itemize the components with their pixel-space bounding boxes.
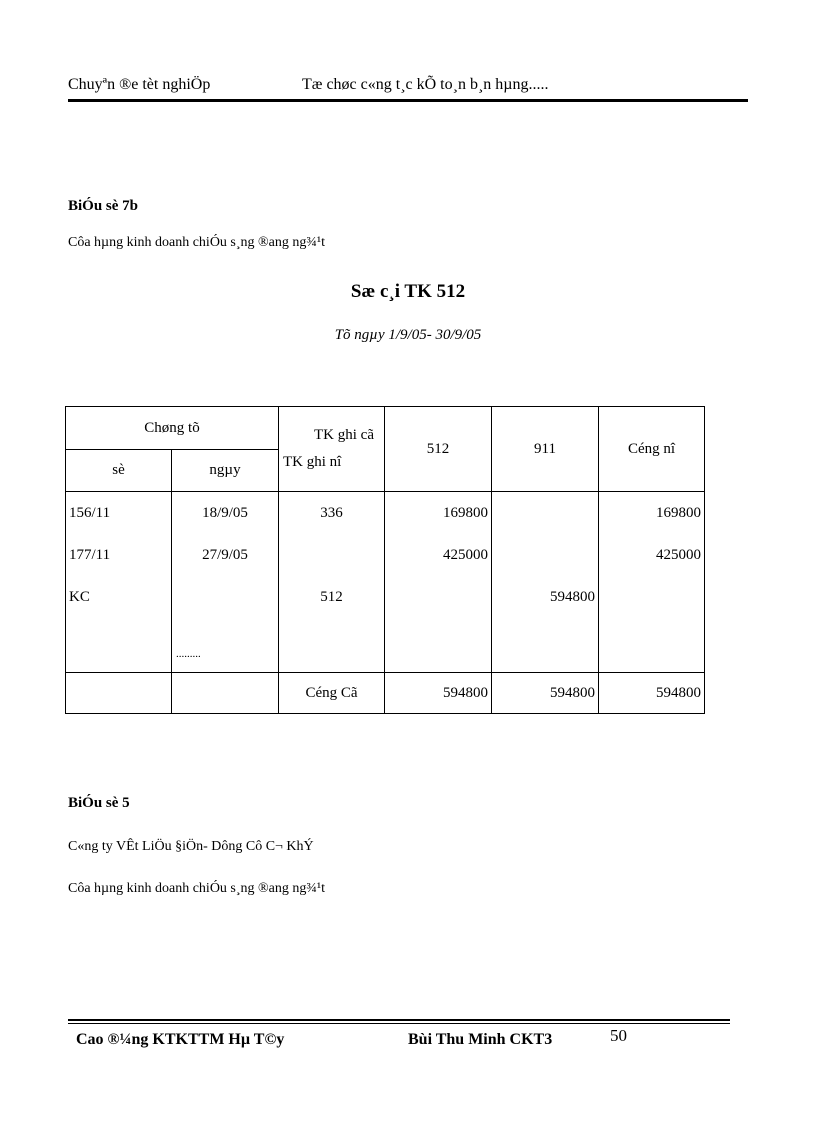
cell-911: [492, 534, 599, 576]
total-grand: 594800: [599, 673, 705, 714]
account-corner-header: [279, 407, 385, 492]
store-name: Côa hµng kinh doanh chiÓu s¸ng ®ang ng¾¹t: [68, 235, 325, 250]
store-name-2: Côa hµng kinh doanh chiÓu s¸ng ®ang ng¾¹t: [68, 881, 325, 896]
ledger-period: Tõ ngµy 1/9/05- 30/9/05: [334, 327, 482, 343]
cell-voucher-no: [66, 618, 172, 673]
form-number-5: BiÓu sè 5: [68, 795, 130, 811]
table-row: [66, 618, 705, 673]
voucher-no-header: sè: [66, 450, 172, 492]
cell-voucher-date: 27/9/05: [172, 534, 279, 576]
cell-voucher-date: [172, 576, 279, 618]
footer-rule-top: [68, 1019, 730, 1021]
total-row: [66, 673, 705, 714]
footer-rule-bottom: [68, 1023, 730, 1024]
cell-voucher-no: 177/11: [66, 534, 172, 576]
footer-author: Bùi Thu Minh CKT3: [408, 1031, 553, 1048]
debit-account-label: TK ghi nî: [283, 454, 342, 470]
cell-total: 169800: [599, 492, 705, 535]
col-total-header: Céng nî: [599, 407, 705, 492]
header-rule: [68, 99, 748, 102]
voucher-header: Chøng tõ: [66, 407, 279, 450]
header-topic-label: Tæ chøc c«ng t¸c kÕ to¸n b¸n hµng.....: [302, 76, 549, 93]
total-label: Céng Cã: [279, 673, 385, 714]
credit-account-label: TK ghi cã: [314, 427, 374, 443]
ledger-table: [65, 406, 705, 714]
cell-account: [279, 534, 385, 576]
voucher-date-header: ngµy: [172, 450, 279, 492]
footer-school: Cao ®¼ng KTKTTM Hµ T©y: [76, 1031, 285, 1048]
total-empty-cell: [172, 673, 279, 714]
cell-911: [492, 618, 599, 673]
header-thesis-label: Chuyªn ®e tèt nghiÖp: [68, 76, 211, 93]
ledger-title: Sæ c¸i TK 512: [350, 281, 466, 302]
cell-account: 512: [279, 576, 385, 618]
page-number: 50: [610, 1026, 627, 1045]
cell-911: 594800: [492, 576, 599, 618]
cell-account: [279, 618, 385, 673]
form-number-7b: BiÓu sè 7b: [68, 198, 139, 214]
cell-account: 336: [279, 492, 385, 535]
total-911: 594800: [492, 673, 599, 714]
cell-total: [599, 576, 705, 618]
cell-voucher-no: 156/11: [66, 492, 172, 535]
company-name: C«ng ty VÊt LiÖu §iÖn- Dông Cô C¬ KhÝ: [68, 839, 314, 854]
table-row: [66, 492, 705, 535]
cell-512: 425000: [385, 534, 492, 576]
cell-voucher-date: 18/9/05: [172, 492, 279, 535]
col-911-header: 911: [492, 407, 599, 492]
cell-voucher-no: KC: [66, 576, 172, 618]
table-row: [66, 576, 705, 618]
table-row: [66, 534, 705, 576]
cell-total: 425000: [599, 534, 705, 576]
cell-total: [599, 618, 705, 673]
cell-512: 169800: [385, 492, 492, 535]
col-512-header: 512: [385, 407, 492, 492]
cell-512: [385, 618, 492, 673]
cell-911: [492, 492, 599, 535]
cell-512: [385, 576, 492, 618]
total-512: 594800: [385, 673, 492, 714]
total-empty-cell: [66, 673, 172, 714]
cell-voucher-date: .........: [172, 618, 279, 673]
